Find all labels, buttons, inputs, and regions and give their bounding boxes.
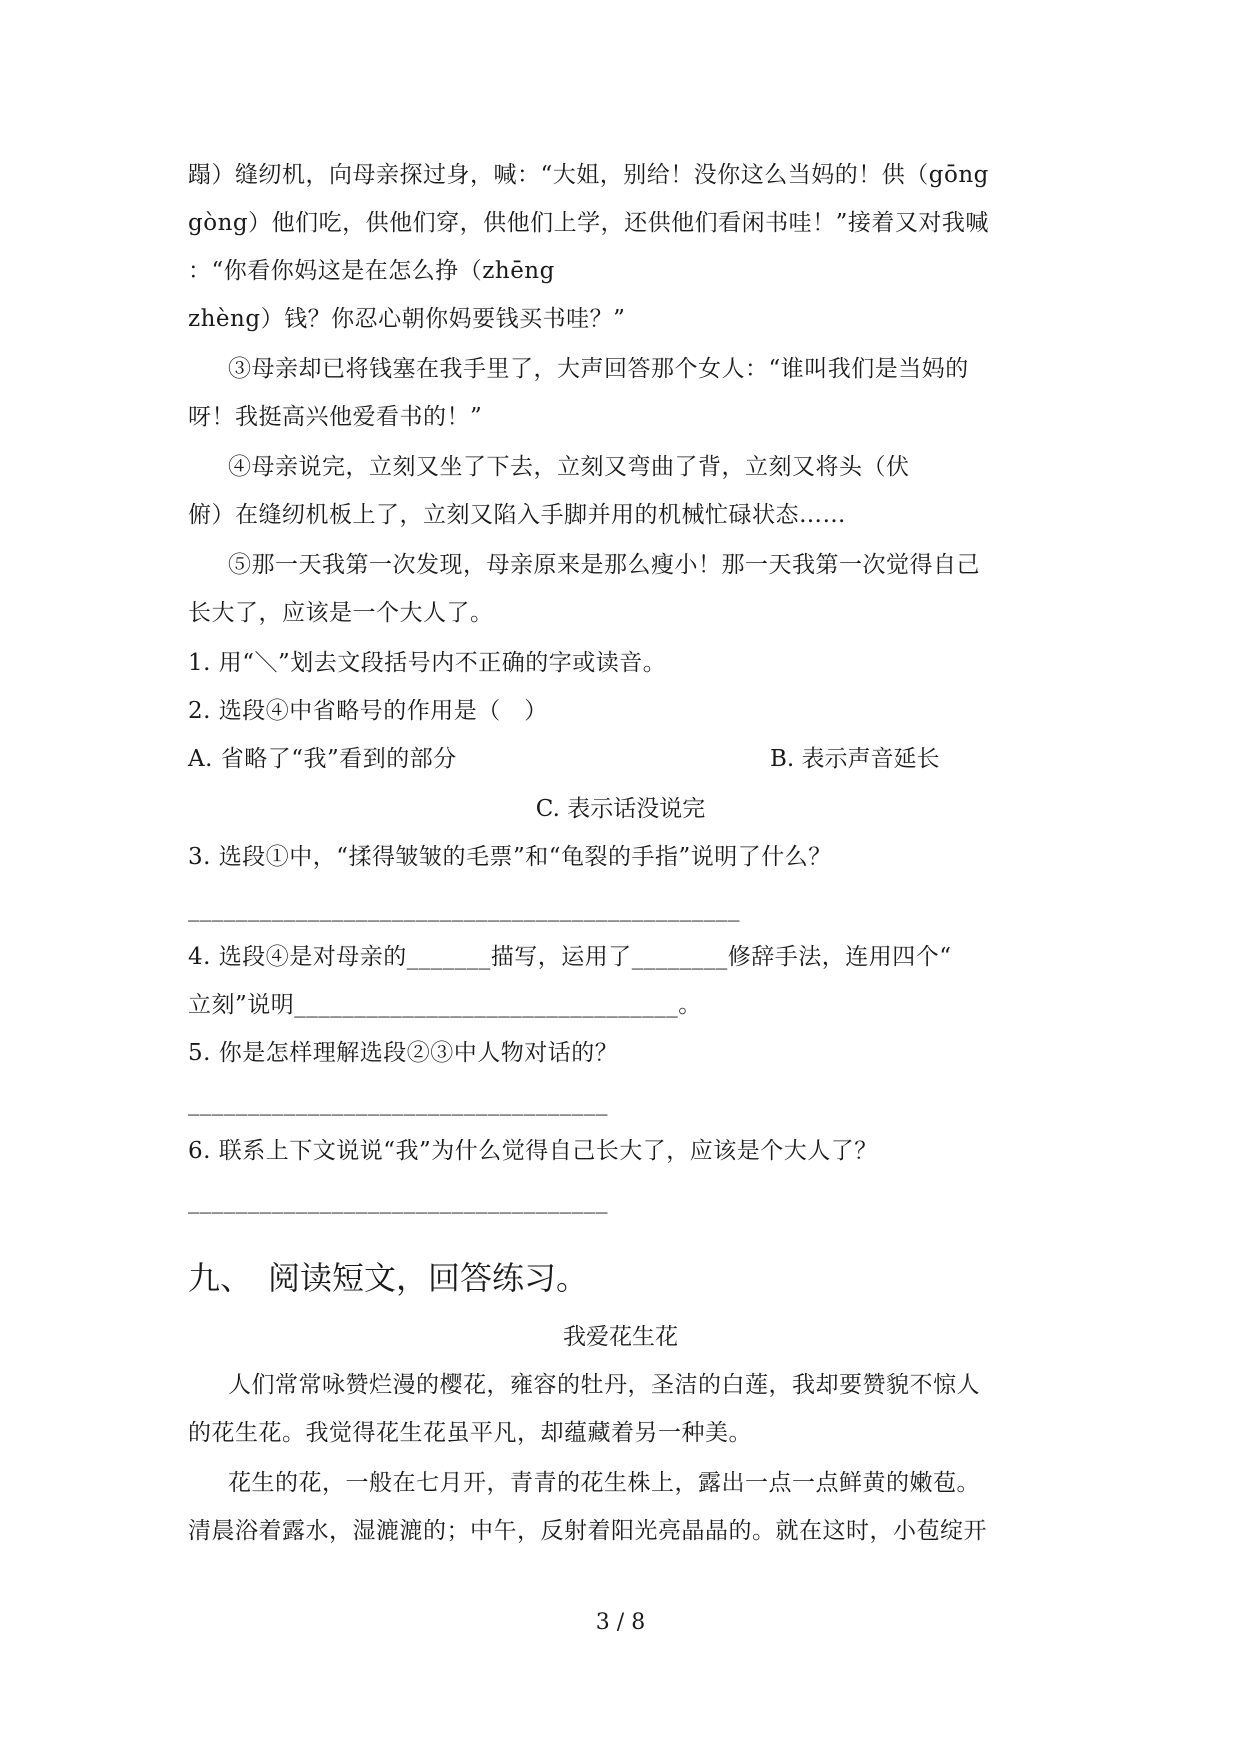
passage-line: 蹋）缝纫机，向母亲探过身，喊：“大姐，别给！没你这么当妈的！供（gōng [188, 162, 989, 188]
question-4-line2: 立刻”说明________________________________。 [188, 992, 702, 1018]
passage-line: 长大了，应该是一个大人了。 [188, 600, 494, 626]
question-6-answer-blank[interactable]: ___________________________________ [188, 1188, 608, 1214]
question-6: 6. 联系上下文说说“我”为什么觉得自己长大了，应该是个大人了？ [188, 1138, 878, 1164]
page-number: 3 / 8 [595, 1610, 646, 1635]
passage-line: 呀！我挺高兴他爱看书的！” [188, 404, 483, 430]
article-line: 的花生花。我觉得花生花虽平凡，却蕴藏着另一种美。 [188, 1420, 752, 1446]
passage-line: gòng）他们吃，供他们穿，供他们上学，还供他们看闲书哇！”接着又对我喊 [188, 210, 989, 236]
article-line: 清晨浴着露水，湿漉漉的；中午，反射着阳光亮晶晶的。就在这时，小苞绽开 [188, 1518, 987, 1544]
passage-line: ④母亲说完，立刻又坐了下去，立刻又弯曲了背，立刻又将头（伏 [228, 454, 910, 480]
passage-line: 俯）在缝纫机板上了，立刻又陷入手脚并用的机械忙碌状态…… [188, 502, 846, 528]
article-title: 我爱花生花 [563, 1324, 678, 1350]
article-line: 花生的花，一般在七月开，青青的花生株上，露出一点一点鲜黄的嫩苞。 [228, 1470, 980, 1496]
question-2: 2. 选段④中省略号的作用是（ ） [188, 698, 548, 724]
passage-line: ：“你看你妈这是在怎么挣（zhēng [188, 258, 555, 284]
question-2-option-b[interactable]: B. 表示声音延长 [770, 746, 940, 772]
passage-line: zhèng）钱？你忍心朝你妈要钱买书哇？” [188, 306, 626, 332]
question-5-answer-blank[interactable]: ___________________________________ [188, 1090, 608, 1116]
passage-line: ⑤那一天我第一次发现，母亲原来是那么瘦小！那一天我第一次觉得自己 [228, 552, 980, 578]
passage-line: ③母亲却已将钱塞在我手里了，大声回答那个女人：“谁叫我们是当妈的 [228, 356, 969, 382]
question-4-line1: 4. 选段④是对母亲的_______描写，运用了________修辞手法，连用四个“ [188, 944, 952, 970]
question-3-answer-blank[interactable]: ______________________________________________ [188, 896, 740, 922]
question-3: 3. 选段①中，“揉得皱皱的毛票”和“龟裂的手指”说明了什么？ [188, 844, 832, 870]
question-2-option-a[interactable]: A. 省略了“我”看到的部分 [188, 746, 457, 772]
question-2-option-c[interactable]: C. 表示话没说完 [535, 796, 706, 822]
question-1: 1. 用“＼”划去文段括号内不正确的字或读音。 [188, 650, 667, 676]
question-5: 5. 你是怎样理解选段②③中人物对话的？ [188, 1040, 619, 1066]
article-line: 人们常常咏赞烂漫的樱花，雍容的牡丹，圣洁的白莲，我却要赞貌不惊人 [228, 1372, 980, 1398]
section-9-heading: 九、 阅读短文，回答练习。 [188, 1259, 589, 1297]
